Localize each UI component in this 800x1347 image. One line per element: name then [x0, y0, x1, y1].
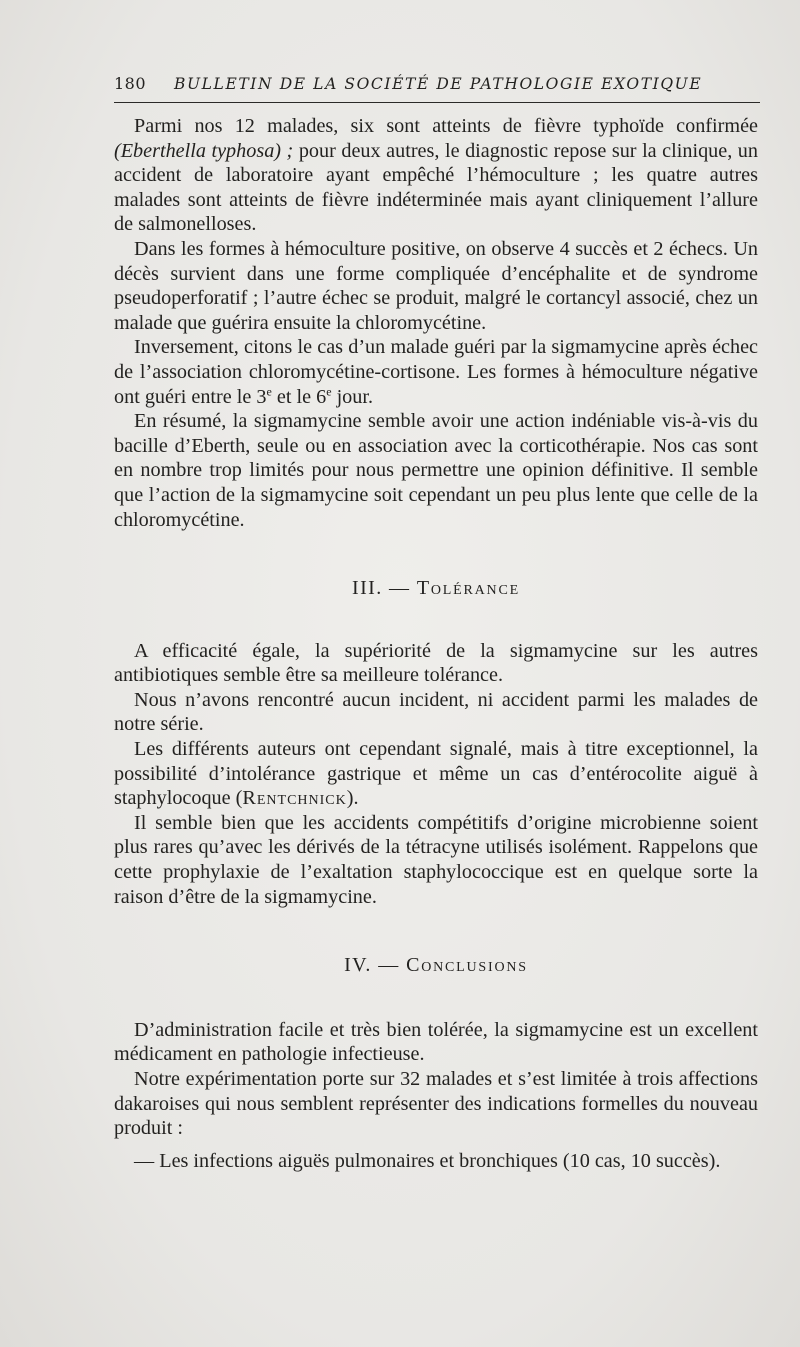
- running-header: [114, 70, 760, 103]
- section-numeral: IV.: [344, 954, 372, 977]
- section-heading-tolerance: [114, 576, 758, 601]
- paragraph-typhoid-cases: Parmi nos 12 malades, six sont atteints de fièvre typhoïde confirmée (Eberthella typhosa) ; pour deux autres, le diagnostic repose sur la clinique, un accident de laboratoire ayant empêché l’hémoculture ; les quatre autres malades sont atteints de fièvre indéterminée mais ayant cliniquement l’allure de salmonelloses.: [114, 115, 758, 236]
- section-title-text: Conclusions: [406, 954, 528, 977]
- paragraph-tolerance-3-end: ).: [346, 787, 359, 810]
- paragraph-conclusions-3: — Les infections aiguës pulmonaires et bronchiques (10 cas, 10 succès).: [134, 1149, 721, 1172]
- paragraph-tolerance-4: Il semble bien que les accidents compétitifs d’origine microbienne soient plus rares qu’avec les dérivés de la tétracyne utilisés isolément. Rappelons que cette prophylaxie de l’exaltation staphylococcique est en quelque sorte la raison d’être de la sigmamycine.: [114, 811, 758, 908]
- paragraph-tolerance-2: Nous n’avons rencontré aucun incident, ni accident parmi les malades de notre série.: [114, 688, 758, 736]
- section-numeral: III.: [352, 577, 383, 600]
- paragraph-tolerance-3-text: Les différents auteurs ont cependant signalé, mais à titre exceptionnel, la possibilité d’intolérance gastrique et même un cas d’entérocolite aiguë à staphylocoque (: [114, 738, 758, 810]
- paragraph-resume: En résumé, la sigmamycine semble avoir une action indéniable vis-à-vis du bacille d’Eberth, seule ou en association avec la corticothérapie. Nos cas sont en nombre trop limités pour nous permettre une opinion définitive. Il semble que l’action de la sigmamycine soit cependant un peu plus lente que celle de la chloromycétine.: [114, 410, 758, 531]
- article-body: [114, 114, 758, 1173]
- paragraph-tolerance-1: A efficacité égale, la supériorité de la sigmamycine sur les autres antibiotiques semble être sa meilleure tolérance.: [114, 639, 758, 687]
- paragraph-conclusions-1: D’administration facile et très bien tolérée, la sigmamycine est un excellent médicament en pathologie infectieuse.: [114, 1018, 758, 1066]
- paragraph-conclusions-2: Notre expérimentation porte sur 32 malades et s’est limitée à trois affections dakaroises qui nous semblent représenter des indications formelles du nouveau produit :: [114, 1068, 758, 1140]
- paragraph-inversement: Inversement, citons le cas d’un malade guéri par la sigmamycine après échec de l’association chloromycétine-cortisone. Les formes à hémoculture négative ont guéri entre le 3e et le 6e jour.: [114, 336, 758, 408]
- running-title: BULLETIN DE LA SOCIÉTÉ DE PATHOLOGIE EXOTIQUE: [174, 75, 703, 93]
- paragraph-hemoculture-positive: Dans les formes à hémoculture positive, on observe 4 succès et 2 échecs. Un décès survient dans une forme compliquée d’encéphalite et de syndrome pseudoperforatif ; l’autre échec se produit, malgré le cortancyl associé, chez un malade que guérira ensuite la chloromycétine.: [114, 237, 758, 334]
- organism-name: (Eberthella typhosa) ;: [114, 139, 294, 162]
- section-title-text: Tolérance: [416, 577, 520, 600]
- ordinal-suffix: e: [266, 383, 272, 398]
- section-dash: —: [389, 577, 411, 600]
- author-citation: Rentchnick: [242, 787, 347, 810]
- section-heading-conclusions: [114, 953, 758, 978]
- paragraph-tolerance-3: [114, 737, 758, 811]
- ordinal-suffix: e: [326, 383, 332, 398]
- section-dash: —: [378, 954, 400, 977]
- page-number: 180: [114, 74, 147, 93]
